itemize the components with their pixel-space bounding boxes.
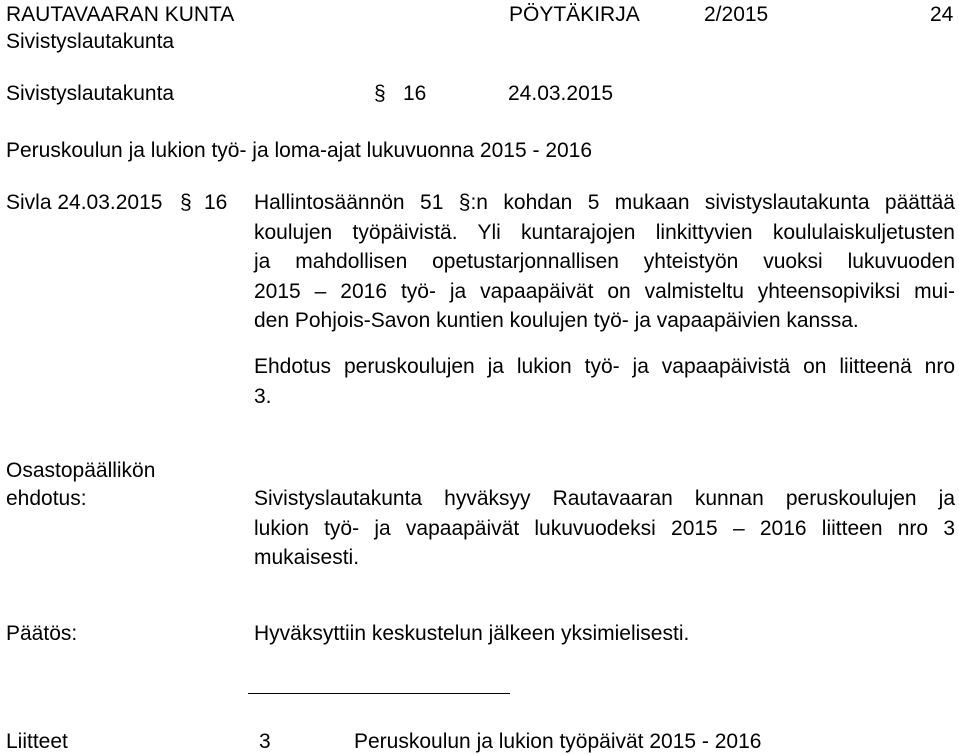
description-line: ja mahdollisen opetustarjonnallisen yhteistyön vuoksi lukuvuoden: [254, 250, 955, 273]
note-line: 3.: [254, 384, 272, 408]
description-line: den Pohjois-Savon kuntien koulujen työ- ja vapaapäivien kanssa.: [254, 309, 859, 332]
attachments-label: Liitteet: [6, 730, 68, 753]
description-paragraph: [254, 188, 955, 336]
meeting-section: 16: [403, 82, 427, 105]
proposal-paragraph: [254, 484, 955, 573]
decision-label: Päätös:: [6, 622, 78, 645]
note-line: Ehdotus peruskoulujen ja lukion työ- ja vapaapäivistä on liitteenä nro: [254, 355, 955, 378]
proposal-line: Sivistyslautakunta hyväksyy Rautavaaran kunnan peruskoulujen ja: [254, 487, 955, 510]
header-doc-number: 2/2015: [704, 3, 769, 26]
header-org: RAUTAVAARAN KUNTA: [6, 3, 235, 26]
header-sub-org: Sivistyslautakunta: [6, 30, 175, 53]
meeting-body: Sivistyslautakunta: [6, 82, 175, 105]
entry-ref-prefix: Sivla 24.03.2015: [6, 191, 163, 214]
proposal-label-line1: Osastopäällikön: [6, 459, 156, 482]
section-symbol: §: [374, 82, 386, 105]
header-page-number: 24: [930, 3, 954, 26]
proposal-label-line2: ehdotus:: [6, 487, 87, 510]
header-doc-type: PÖYTÄKIRJA: [509, 3, 640, 26]
decision-text: Hyväksyttiin keskustelun jälkeen yksimielisesti.: [254, 622, 690, 645]
note-paragraph: [254, 352, 955, 411]
proposal-line: lukion työ- ja vapaapäivät lukuvuodeksi 2015 – 2016 liitteen nro 3: [254, 516, 955, 540]
entry-ref-section: 16: [204, 191, 228, 214]
entry-ref-section-symbol: §: [180, 191, 192, 214]
description-line: 2015 – 2016 työ- ja vapaapäivät on valmisteltu yhteensopiviksi mui-: [254, 279, 955, 303]
description-line: koulujen työpäivistä. Yli kuntarajojen linkittyvien koululaiskuljetusten: [254, 220, 955, 244]
meeting-date: 24.03.2015: [508, 82, 614, 105]
separator-rule: [248, 693, 510, 694]
page-title: Peruskoulun ja lukion työ- ja loma-ajat lukuvuonna 2015 - 2016: [6, 139, 593, 162]
description-line: Hallintosäännön 51 §:n kohdan 5 mukaan sivistyslautakunta päättää: [254, 191, 955, 214]
attachment-number: 3: [259, 730, 271, 753]
proposal-line: mukaisesti.: [254, 546, 360, 569]
attachment-text: Peruskoulun ja lukion työpäivät 2015 - 2016: [354, 730, 762, 753]
